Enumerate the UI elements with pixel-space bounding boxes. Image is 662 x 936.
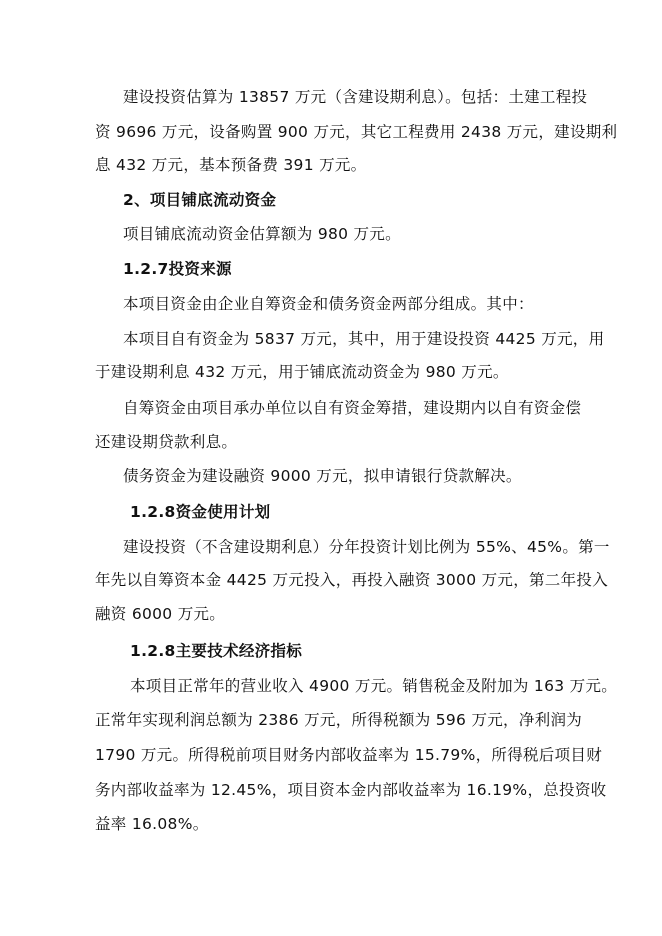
- text-line: 于建设期利息 432 万元，用于铺底流动资金为 980 万元。: [95, 363, 509, 381]
- text-line: 务内部收益率为 12.45%，项目资本金内部收益率为 16.19%，总投资收: [95, 781, 607, 799]
- text-line: 建设投资（不含建设期利息）分年投资计划比例为 55%、45%。第一: [123, 538, 610, 556]
- text-line: 融资 6000 万元。: [95, 605, 226, 623]
- text-line: 还建设期贷款利息。: [95, 433, 238, 451]
- text-line: 项目铺底流动资金估算额为 980 万元。: [123, 225, 401, 243]
- text-line: 本项目正常年的营业收入 4900 万元。销售税金及附加为 163 万元。: [130, 677, 618, 695]
- text-line: 1790 万元。所得税前项目财务内部收益率为 15.79%，所得税后项目财: [95, 746, 603, 764]
- text-line: 本项目自有资金为 5837 万元，其中，用于建设投资 4425 万元，用: [123, 330, 605, 348]
- text-line: 本项目资金由企业自筹资金和债务资金两部分组成。其中：: [123, 295, 534, 313]
- section-heading: 1.2.7投资来源: [123, 260, 232, 278]
- section-heading: 2、项目铺底流动资金: [123, 191, 277, 209]
- text-line: 年先以自筹资本金 4425 万元投入，再投入融资 3000 万元，第二年投入: [95, 571, 609, 589]
- text-line: 息 432 万元，基本预备费 391 万元。: [95, 156, 367, 174]
- text-line: 自筹资金由项目承办单位以自有资金筹措，建设期内以自有资金偿: [123, 399, 582, 417]
- text-line: 益率 16.08%。: [95, 815, 209, 833]
- text-line: 债务资金为建设融资 9000 万元，拟申请银行贷款解决。: [123, 467, 522, 485]
- text-line: 正常年实现利润总额为 2386 万元，所得税额为 596 万元，净利润为: [95, 711, 583, 729]
- section-heading: 1.2.8主要技术经济指标: [130, 642, 303, 660]
- text-line: 建设投资估算为 13857 万元（含建设期利息）。包括：土建工程投: [123, 88, 588, 106]
- section-heading: 1.2.8资金使用计划: [130, 503, 271, 521]
- text-line: 资 9696 万元，设备购置 900 万元，其它工程费用 2438 万元，建设期利: [95, 123, 618, 141]
